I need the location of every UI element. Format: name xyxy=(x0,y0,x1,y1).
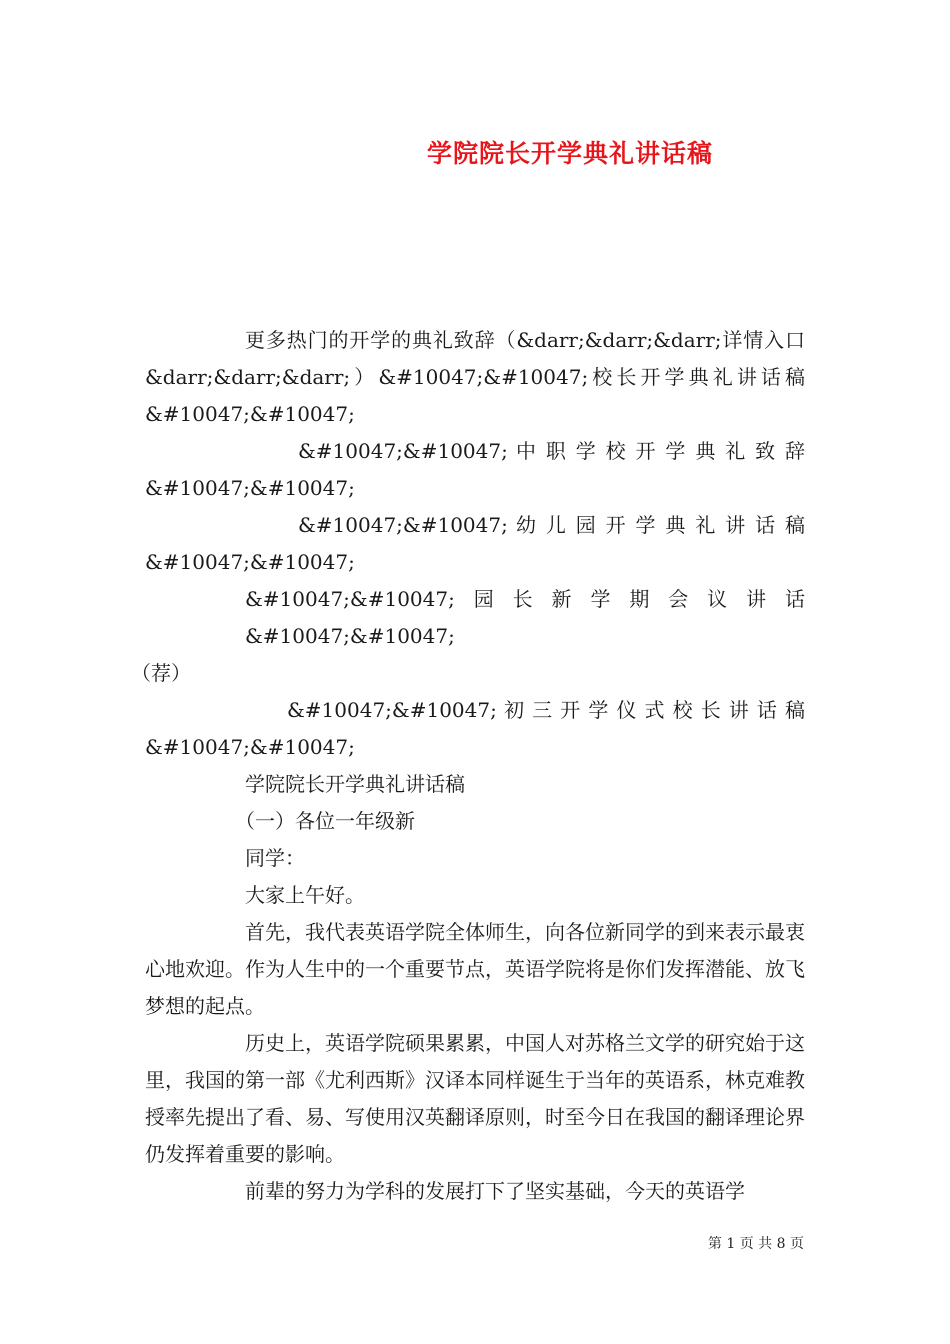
link-item-4-line-a: &#10047;&#10047; 初 三 开 学 仪 式 校 长 讲 话 稿 xyxy=(287,698,805,722)
paragraph-2: 历史上，英语学院硕果累累，中国人对苏格兰文学的研究始于这里，我国的第一部《尤利西斯》汉译本同样诞生于当年的英语系，林克难教授率先提出了看、易、写使用汉英翻译原则，时至今日在我国的翻译理论界仍发挥着重要的影响。 xyxy=(145,1031,805,1166)
link-item-2-line-a: &#10047;&#10047; 幼 儿 园 开 学 典 礼 讲 话 稿 xyxy=(298,513,805,537)
link-item-2[interactable] xyxy=(145,507,805,581)
section-label: （一）各位一年级新 xyxy=(235,809,415,833)
link-item-3-line-a: &#10047;&#10047;园长新学期会议讲话&#10047;&#10047; xyxy=(245,587,805,648)
link-item-1[interactable] xyxy=(145,433,805,507)
paragraph-1: 首先，我代表英语学院全体师生，向各位新同学的到来表示最衷心地欢迎。作为人生中的一个重要节点，英语学院将是你们发挥潜能、放飞梦想的起点。 xyxy=(145,920,805,1018)
link-item-1-line-b: &#10047;&#10047; xyxy=(145,476,355,500)
link-item-3-line-b: （荐） xyxy=(131,661,191,685)
link-item-4-line-b: &#10047;&#10047; xyxy=(145,735,355,759)
document-title: 学院院长开学典礼讲话稿 xyxy=(426,139,713,168)
intro-links-paragraph xyxy=(145,322,805,433)
speech-heading: 学院院长开学典礼讲话稿 xyxy=(245,772,465,796)
link-item-3[interactable] xyxy=(131,581,805,692)
paragraph-3: 前辈的努力为学科的发展打下了坚实基础，今天的英语学 xyxy=(245,1179,745,1203)
salutation: 同学： xyxy=(245,846,305,870)
page-footer: 第 1 页 共 8 页 xyxy=(707,1236,804,1252)
greeting: 大家上午好。 xyxy=(245,883,365,907)
link-item-1-line-a: &#10047;&#10047; 中 职 学 校 开 学 典 礼 致 辞 xyxy=(298,439,805,463)
document-body xyxy=(131,322,805,1210)
link-item-4[interactable] xyxy=(145,692,805,766)
link-item-2-line-b: &#10047;&#10047; xyxy=(145,550,355,574)
intro-link-text[interactable]: 更多热门的开学的典礼致辞（&darr;&darr;&darr;详情入口&darr;&darr;&darr;）&#10047;&#10047;校长开学典礼讲话稿&#10047;&#10047; xyxy=(145,328,805,426)
